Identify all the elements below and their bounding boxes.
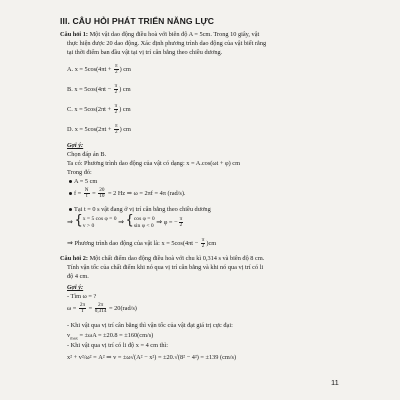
implies-icon: ⇒ bbox=[156, 218, 163, 226]
q1-initial-condition: Tại t = 0 s vật đang ở vị trí cân bằng theo chiều dương bbox=[69, 206, 211, 214]
q1-text-2: thực hiện được 20 dao động. Xác định phương trình dao động của vật biết rằng bbox=[67, 40, 267, 47]
implies-icon: ⇒ bbox=[67, 218, 73, 226]
q1-in-which: Trong đó: bbox=[67, 169, 92, 176]
q2-li4: - Khi vật qua vị trí có li độ x = 4 cm thì: bbox=[67, 342, 168, 349]
bullet-icon bbox=[69, 192, 72, 195]
q2-omega-calc: ω = $\frac{2\pi}{T}$ = $\frac{2\pi}{0,314}$ = 20(rad/s) bbox=[67, 302, 137, 315]
q1-system: ⇒ { x = 5 cos φ = 0 v > 0 ⇒ { cos φ = 0 sin φ < 0 ⇒ φ = − $\frac{\pi}{2}$ bbox=[67, 213, 183, 229]
q1-frequency: f = $\frac{N}{t}$ = $\frac{20}{10}$ = 2 Hz ⇒ ω = 2πf = 4π (rad/s). bbox=[69, 188, 186, 199]
q1-option-b: B. x = 5cos(4πt − $\frac{\pi}{2}$ ) cm bbox=[67, 83, 131, 96]
q2-vtcb: - Khi vật qua vị trí cân bằng thì vận tốc của vật đạt giá trị cực đại: bbox=[67, 322, 233, 329]
q1-result: ⇒ Phương trình dao động của vật là: x = 5cos(4πt − $\frac{\pi}{2}$ )cm bbox=[67, 237, 217, 250]
page-number: 11 bbox=[331, 378, 339, 387]
q1-option-d: D. x = 5cos(2πt + $\frac{\pi}{2}$ ) cm bbox=[67, 123, 131, 136]
q1-form: Ta có: Phương trình dao động của vật có dạng: x = A.cos(ωt + φ) cm bbox=[67, 160, 240, 167]
q1-hint-label: Gợi ý: bbox=[67, 142, 84, 149]
bullet-icon bbox=[69, 208, 72, 211]
q1-text-1: Một vật dao động điều hoà với biên độ A = 5cm. Trong 10 giây, vật bbox=[89, 31, 260, 38]
q1-label: Câu hỏi 1: bbox=[60, 31, 88, 38]
q2-text-2: Tính vận tốc của chất điểm khi nó qua vị trí cân bằng và khi nó qua vị trí có li bbox=[67, 264, 264, 271]
q2-label: Câu hỏi 2: bbox=[60, 255, 88, 262]
implies-icon: ⇒ bbox=[67, 239, 73, 248]
q1-text-3: tại thời điểm ban đầu vật tại vị trí cân bằng theo chiều dương. bbox=[67, 49, 223, 56]
q1-choose: Chọn đáp án B. bbox=[67, 151, 107, 158]
implies-icon: ⇒ bbox=[118, 218, 124, 226]
q1-option-a: A. x = 5cos(4πt + $\frac{\pi}{2}$ ) cm bbox=[67, 63, 131, 76]
q2-text-1: Một chất điểm dao động điều hoà với chu kì 0,314 s và biên độ 8 cm. bbox=[89, 255, 265, 262]
q2-line1 bbox=[60, 255, 264, 263]
q1-option-c: C. x = 5cos(2πt + $\frac{\pi}{2}$ ) cm bbox=[67, 103, 131, 116]
q2-final-formula: x² + v²/ω² = A² ⇒ v = ±ω√(A² − x²) = ±20.√(8² − 4²) = ±139 (cm/s) bbox=[67, 354, 237, 361]
q2-hint-label: Gợi ý: bbox=[67, 284, 84, 291]
q1-line1 bbox=[60, 31, 259, 39]
q1-amplitude: A = 5 cm bbox=[69, 178, 97, 186]
section-title: III. CÂU HỎI PHÁT TRIỂN NĂNG LỰC bbox=[60, 16, 215, 26]
q2-vmax: $v_{max} = \pm\omega A = \pm 20.8 = \pm 160(cm/s)$ bbox=[67, 332, 154, 341]
q2-find-omega: - Tìm ω = ? bbox=[67, 293, 97, 300]
q2-text-3: độ 4 cm. bbox=[67, 273, 89, 280]
bullet-icon bbox=[69, 180, 72, 183]
